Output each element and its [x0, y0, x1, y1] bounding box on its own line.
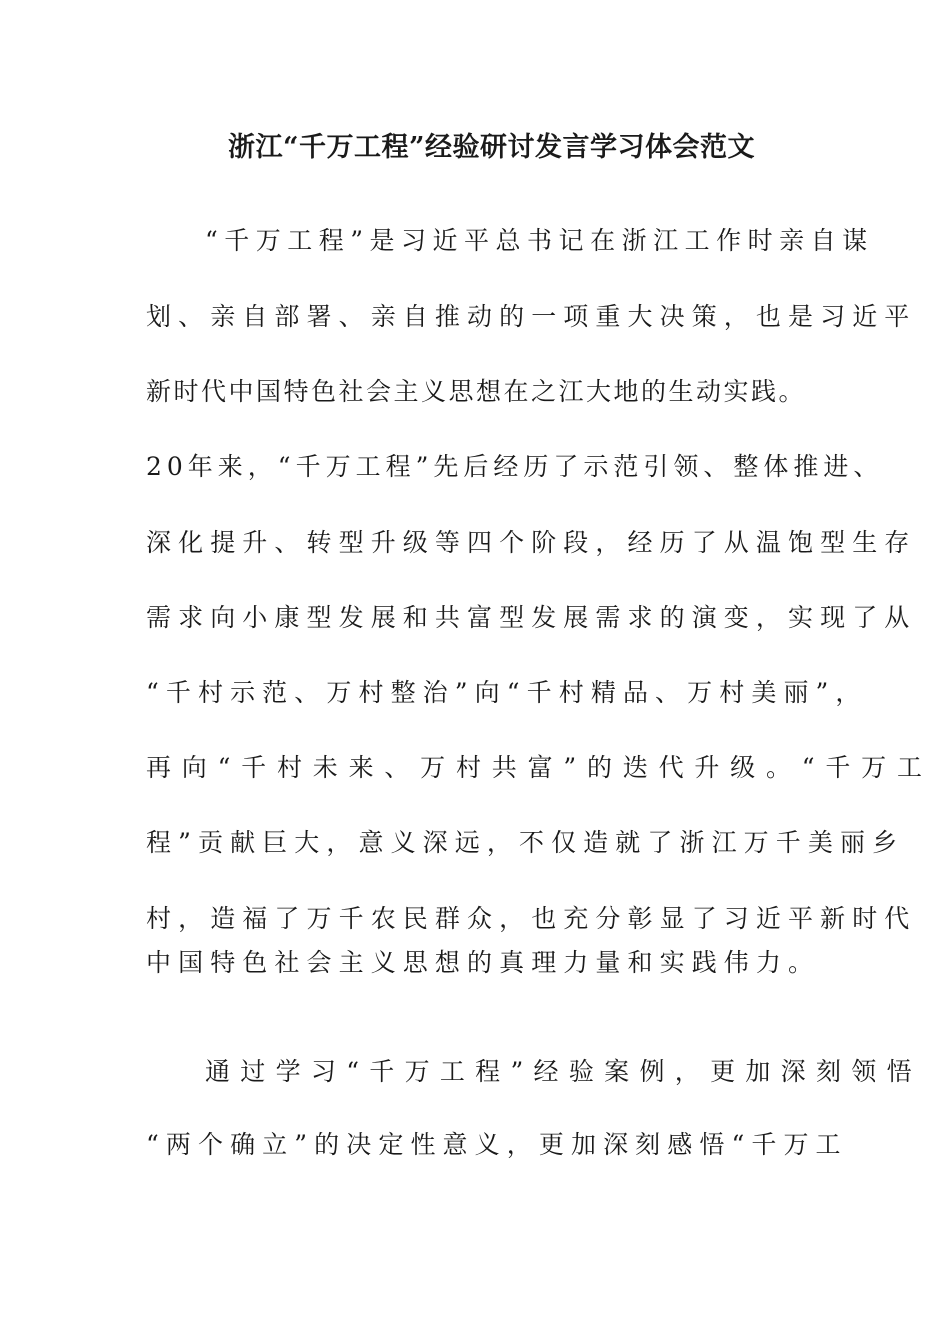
paragraph-line: 通过学习“千万工程”经验案例，更加深刻领悟 [205, 1057, 922, 1086]
paragraph-line: 20年来，“千万工程”先后经历了示范引领、整体推进、 [146, 452, 884, 481]
paragraph-line: 新时代中国特色社会主义思想在之江大地的生动实践。 [146, 377, 807, 406]
paragraph-line: “千村示范、万村整治”向“千村精品、万村美丽”， [146, 678, 868, 707]
paragraph-line: 程”贡献巨大，意义深远，不仅造就了浙江万千美丽乡 [146, 828, 905, 857]
paragraph-line: 需求向小康型发展和共富型发展需求的演变，实现了从 [146, 603, 917, 632]
paragraph-line: “千万工程”是习近平总书记在浙江工作时亲自谋 [205, 226, 874, 255]
paragraph-line: 中国特色社会主义思想的真理力量和实践伟力。 [146, 948, 821, 977]
paragraph-line: 划、亲自部署、亲自推动的一项重大决策，也是习近平 [146, 302, 917, 331]
document-title: 浙江“千万工程”经验研讨发言学习体会范文 [227, 132, 756, 163]
paragraph-line: 再向“千村未来、万村共富”的迭代升级。“千万工 [146, 753, 933, 782]
paragraph-line: 深化提升、转型升级等四个阶段，经历了从温饱型生存 [146, 528, 917, 557]
paragraph-line: “两个确立”的决定性意义，更加深刻感悟“千万工 [146, 1130, 848, 1159]
paragraph-line: 村，造福了万千农民群众，也充分彰显了习近平新时代 [146, 904, 917, 933]
